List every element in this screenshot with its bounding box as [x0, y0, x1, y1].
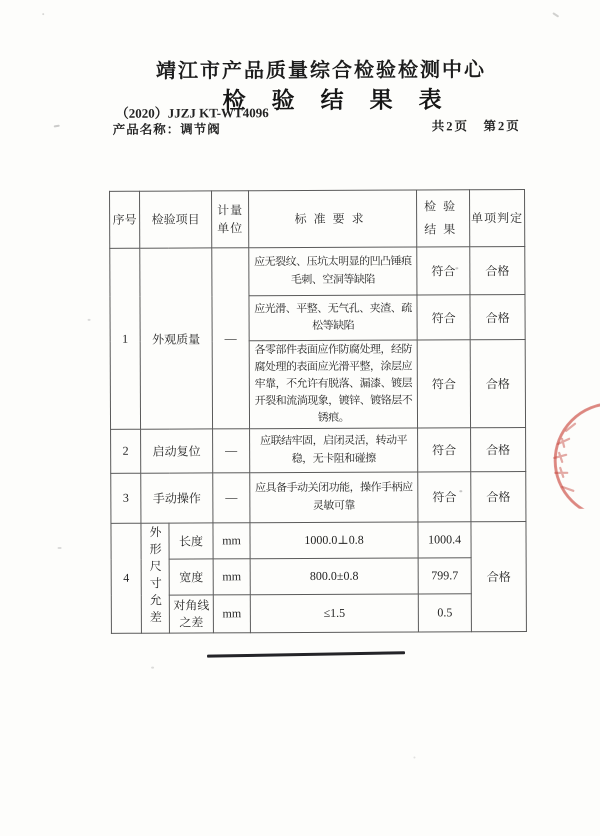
table-row-2 [111, 428, 526, 474]
cell-req-1a: 应无裂纹、压坑太明显的凹凸锤痕毛刺、空洞等缺陷 [249, 247, 417, 296]
cell-unit-4c: mm [213, 595, 250, 633]
scan-speck [42, 13, 44, 15]
col-header-item: 检验项目 [140, 191, 212, 248]
table-row-4b [111, 558, 526, 596]
cell-judge-1b: 合格 [470, 295, 525, 340]
document-title: 检验结果表 [222, 87, 468, 114]
table-header-row [110, 190, 525, 249]
cell-item-3: 手动操作 [141, 473, 213, 523]
cell-judge-3: 合格 [471, 472, 526, 522]
footer-divider-line [207, 651, 405, 657]
cell-item-2: 启动复位 [141, 429, 213, 473]
cell-no-2: 2 [111, 429, 141, 473]
scan-speck [54, 125, 60, 128]
page-count: 共2页 第2页 [431, 119, 521, 134]
table-row-4a [111, 522, 526, 560]
report-number: （2020）JJZJ KT-WT4096 [115, 105, 269, 121]
cell-result-4a: 1000.4 [418, 522, 471, 558]
cell-req-4a: 1000.0⊥0.8 [250, 522, 418, 559]
cell-unit-4a: mm [213, 523, 250, 559]
table-row-1a [110, 247, 525, 297]
results-table [109, 189, 527, 634]
cell-result-1c: 符合 [417, 340, 470, 428]
cell-unit-1: — [212, 248, 250, 429]
cell-req-2: 应联结牢固，启闭灵活，转动平稳，无卡阻和碰擦 [250, 428, 418, 473]
cell-no-1: 1 [110, 248, 141, 429]
cell-subitem-4a: 长度 [169, 523, 213, 559]
cell-result-4c: 0.5 [418, 594, 471, 632]
table-row-3 [111, 472, 526, 524]
cell-unit-2: — [213, 429, 250, 473]
table-row-4c [111, 594, 526, 634]
cell-result-3: 符合 [418, 472, 471, 522]
col-header-no: 序号 [110, 191, 140, 248]
cell-result-1a: 符合 [417, 247, 470, 295]
cell-req-3: 应具备手动关闭功能，操作手柄应灵敏可靠 [250, 472, 418, 523]
cell-no-3: 3 [111, 473, 141, 523]
cell-unit-4b: mm [213, 559, 250, 595]
cell-subitem-4c: 对角线之差 [169, 595, 213, 633]
cell-judge-4: 合格 [471, 522, 526, 632]
red-seal-stamp [532, 384, 600, 509]
vertical-item-label: 外形尺寸允差 [147, 525, 163, 628]
organization-name: 靖江市产品质量综合检验检测中心 [155, 59, 487, 83]
cell-no-4: 4 [111, 523, 141, 633]
cell-item-4 [141, 523, 169, 633]
scan-speck [413, 756, 415, 758]
cell-result-4b: 799.7 [418, 558, 471, 594]
col-header-unit: 计量单位 [212, 191, 249, 248]
col-header-judge: 单项判定 [470, 190, 525, 247]
col-header-result: 检验结果 [417, 190, 470, 247]
cell-req-1b: 应光滑、平整、无气孔、夹渣、疏松等缺陷 [249, 295, 417, 341]
scan-speck [459, 490, 462, 492]
cell-result-2: 符合 [418, 428, 471, 472]
cell-item-1: 外观质量 [140, 248, 213, 429]
col-header-standard: 标准要求 [249, 190, 417, 248]
cell-judge-2: 合格 [471, 428, 526, 472]
product-name-label: 产品名称：调节阀 [112, 122, 221, 137]
cell-req-1c: 各零部件表面应作防腐处理，经防腐处理的表面应光滑平整，涂层应牢靠，不允许有脱落、漏漆、镀层开裂和流淌现象，镀锌、镀铬层不锈痕。 [249, 340, 417, 429]
scan-speck [151, 667, 154, 669]
scan-speck [455, 267, 458, 269]
scan-speck [88, 319, 91, 321]
cell-req-4b: 800.0±0.8 [250, 558, 418, 595]
cell-judge-1c: 合格 [470, 340, 525, 428]
cell-judge-1a: 合格 [470, 247, 525, 295]
cell-req-4c: ≤1.5 [250, 594, 418, 633]
cell-result-1b: 符合 [417, 295, 470, 340]
scan-speck [552, 12, 559, 17]
scan-speck [58, 547, 62, 549]
cell-unit-3: — [213, 473, 250, 523]
cell-subitem-4b: 宽度 [169, 559, 213, 595]
